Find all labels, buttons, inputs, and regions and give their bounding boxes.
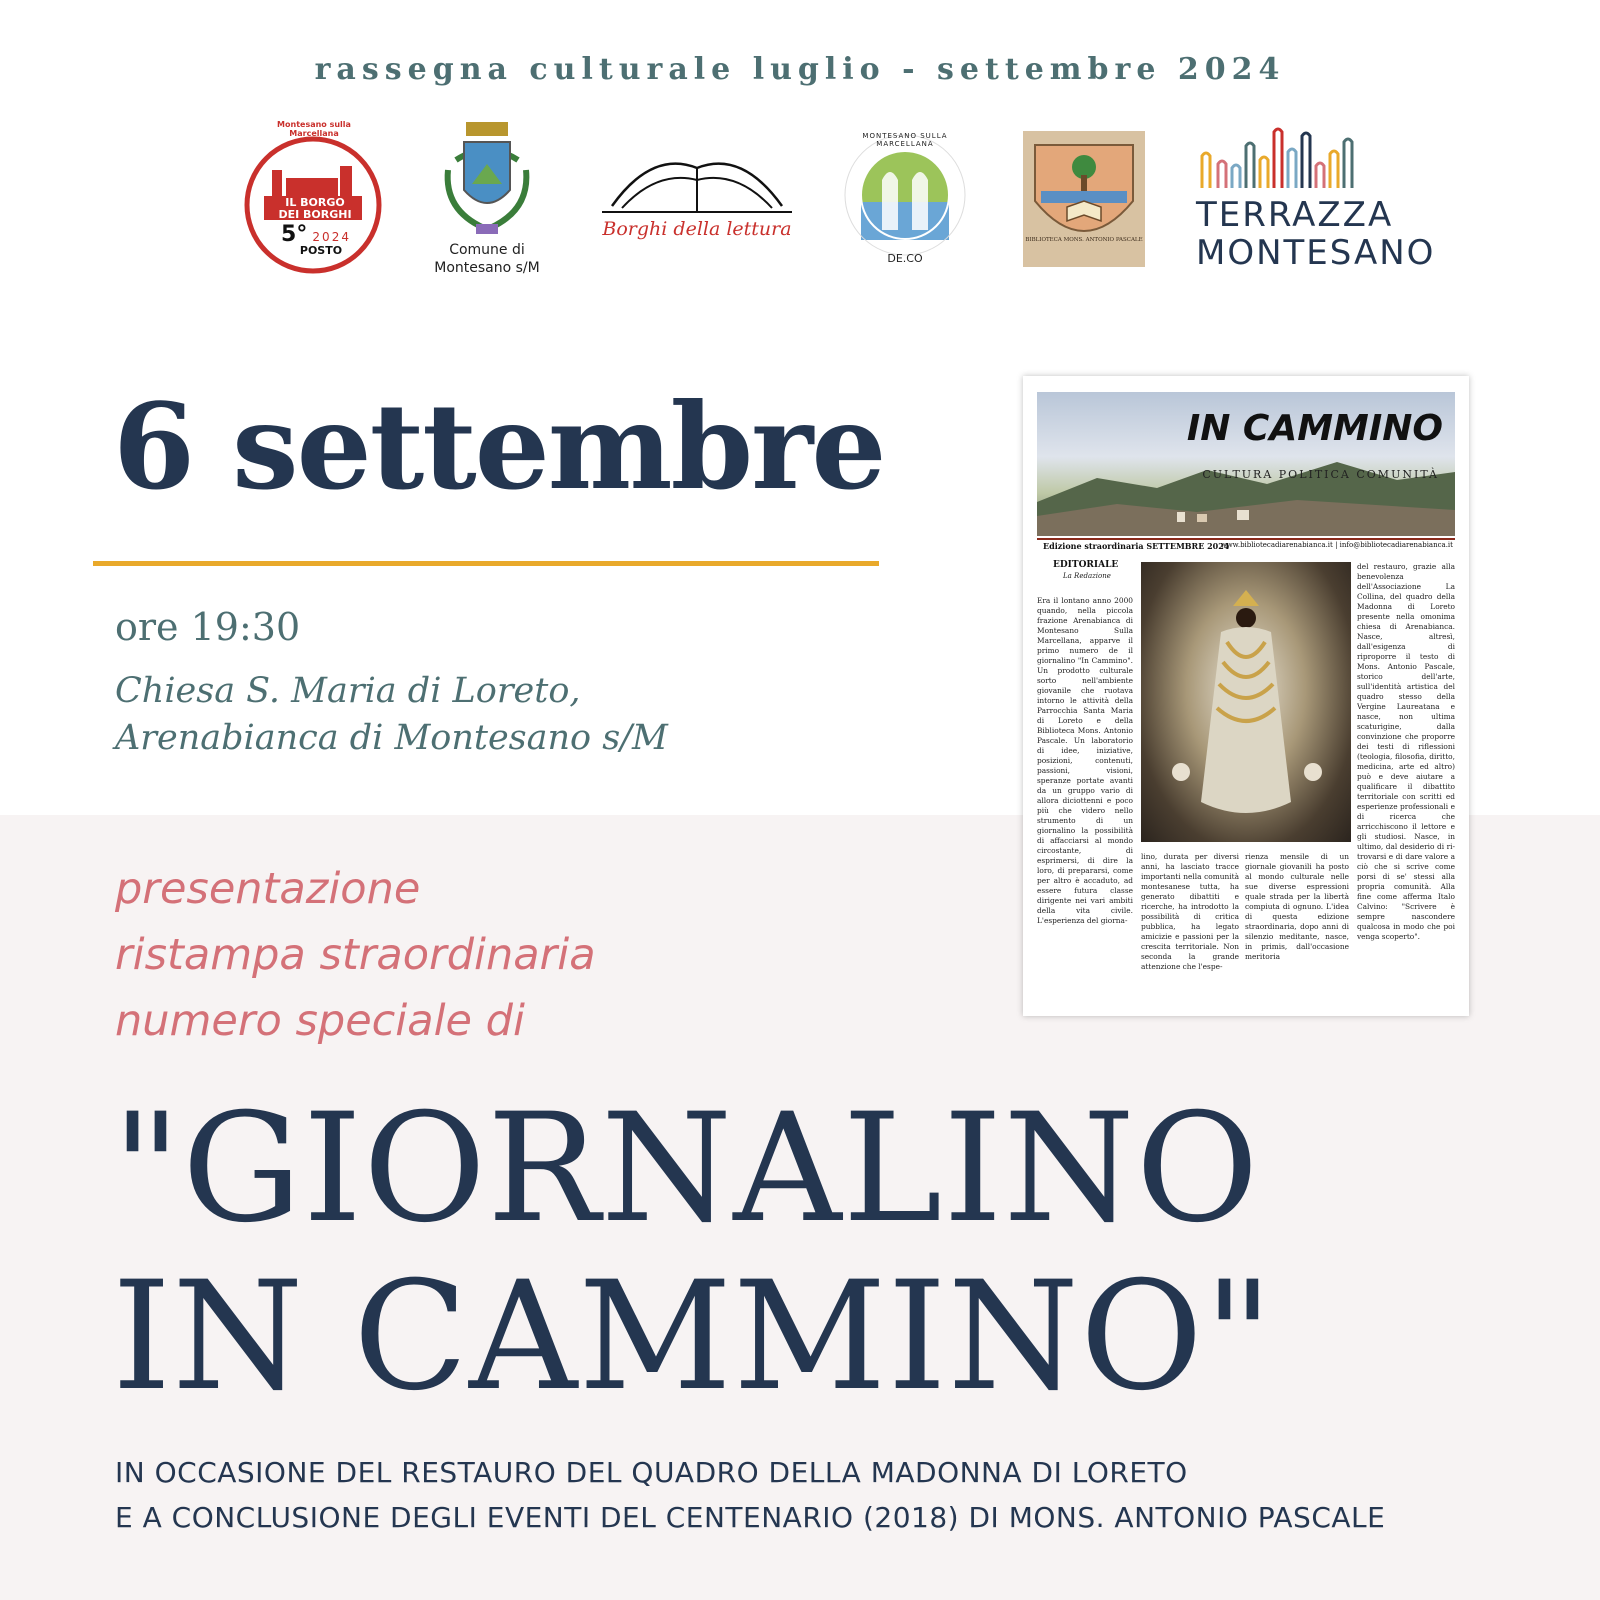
newspaper-section: EDITORIALE [1053, 560, 1119, 570]
presentation-line3: numero speciale di [115, 996, 525, 1046]
newspaper-subtitle: CULTURA POLITICA COMUNITÀ [1202, 468, 1439, 481]
venue-line2: Arenabianca di Montesano s/M [115, 718, 668, 758]
title-line1: "GIORNALINO [112, 1082, 1260, 1256]
occasion-text [115, 1450, 1385, 1540]
biblioteca-text: BIBLIOTECA MONS. ANTONIO PASCALE [1025, 237, 1143, 243]
title-line2: IN CAMMINO" [112, 1250, 1274, 1424]
occasion-line1: IN OCCASIONE DEL RESTAURO DEL QUADRO DELLA MADONNA DI LORETO [115, 1456, 1188, 1489]
madonna-painting-image [1141, 562, 1351, 842]
deco-logo [840, 130, 970, 265]
deco-bottom-text: DE.CO [887, 252, 923, 265]
event-venue [115, 668, 668, 762]
newspaper-column-2: lino, durata per diversi anni, ha lasciato tracce importanti nella comunità montesanese tutta, ha generato dibattiti e ricerche, ha introdotto la possibilità di critica pubblica, ha legato amicizie e passioni per la crescita territoriale. Non seconda la grande attenzione che l'espe- [1141, 852, 1239, 971]
open-book-icon [592, 140, 802, 220]
presentation-line2: ristampa straordinaria [115, 930, 596, 980]
newspaper-edition: Edizione straordinaria SETTEMBRE 2024 [1043, 541, 1230, 551]
borgo-dei-borghi-logo [242, 120, 384, 276]
library-crest-icon [1023, 131, 1145, 267]
borgo-line1: IL BORGO [285, 196, 345, 209]
event-time: ore 19:30 [115, 605, 301, 649]
terrazza-montesano-logo [1196, 124, 1436, 279]
newspaper-column-4: del restauro, grazie alla benevolenza dell'Associazione La Collina, del quadro della Madonna di Loreto presente nella omonima chiesa di Arenabianca. Nasce, altresì, dall'esigenza di riproporre il testo di Mons. Antonio Pascale, storico dell'arte, sull'identità artistica del quadro stesso della Vergine Laureatana e nasce, non ultima scaturigine, dalla convinzione che proporre dei testi di riflessioni (teologia, filosofia, diritto, medicina, arte ed altro) può e deve aiutare a qualificare il dibattito territoriale con scritti ed esperienze professionali e di ricerca che arricchiscono il lettore e gli studiosi. Nasce, in ultimo, dal desiderio di ri-trovarsi e di dare valore a ciò che si scrive come porsi di se' stessi alla propria comunità. Alla fine come afferma Italo Calvino: "Scrivere è sempre nascondere qualcosa in modo che poi venga scoperto". [1357, 562, 1455, 941]
borgo-posto: POSTO [299, 244, 343, 257]
newspaper-masthead [1037, 392, 1455, 536]
borgo-rank-number: 5° [281, 222, 308, 247]
borgo-line2: DEI BORGHI [278, 208, 352, 221]
comune-logo [424, 120, 550, 280]
presentation-line1: presentazione [115, 864, 421, 914]
borgo-ring-text: Montesano sulla Marcellana [277, 120, 351, 138]
terrazza-line2: MONTESANO [1196, 233, 1436, 273]
event-date: 6 settembre [113, 377, 885, 516]
biblioteca-logo [1023, 131, 1145, 267]
newspaper-contacts: www.bibliotecadiarenabianca.it | info@bibliotecadiarenabianca.it [1220, 541, 1453, 549]
newspaper-column-1: Era il lontano anno 2000 quando, nella piccola frazione Arenabianca di Montesano Sulla Marcellana, apparve il primo numero de il giornalino "In Cammino". Un prodotto culturale sorto nell'ambiente giovanile che ruotava intorno le attività della Parrocchia Santa Maria di Loreto e della Biblioteca Mons. Antonio Pascale. Un laboratorio di idee, iniziative, posizioni, contenuti, passioni, visioni, speranze portate avanti da un gruppo vario di allora diciottenni e poco più che videro nello strumento di un giornalino la possibilità di affacciarsi al mondo circostante, di esprimersi, di dire la loro, di prepararsi, come per altro è accaduto, ad essere futura classe dirigente nei vari ambiti della vita civile. L'esperienza del giorna- [1037, 596, 1133, 925]
main-title [112, 1082, 1274, 1424]
comune-line2: Montesano s/M [434, 260, 540, 276]
newspaper-title: IN CAMMINO [1186, 408, 1443, 449]
borgo-year: 2024 [312, 230, 351, 244]
terrazza-line1: TERRAZZA [1196, 195, 1394, 235]
deco-badge-icon [840, 130, 970, 265]
coat-of-arms-icon [424, 120, 550, 238]
deco-ring-text: MONTESANO SULLA MARCELLANA [862, 132, 948, 148]
newspaper-preview [1023, 376, 1469, 1016]
newspaper-byline: La Redazione [1063, 572, 1111, 580]
series-heading: rassegna culturale luglio - settembre 2024 [314, 52, 1286, 87]
comune-line1: Comune di [449, 242, 525, 258]
occasion-line2: E A CONCLUSIONE DEGLI EVENTI DEL CENTENARIO (2018) DI MONS. ANTONIO PASCALE [115, 1501, 1386, 1534]
skyline-icon [1196, 124, 1360, 192]
newspaper-edition-bar [1037, 538, 1455, 554]
borghi-text: Borghi della lettura [602, 218, 792, 240]
divider-rule [93, 561, 879, 566]
borghi-della-lettura-logo [592, 140, 802, 250]
madonna-figure-icon [1141, 562, 1351, 842]
newspaper-column-3: rienza mensile di un giornale giovanili ha posto al mondo culturale nelle sue diverse espressioni quale strada per la libertà compiuta di ognuno. L'idea di questa edizione straordinaria, dopo anni di silenzio meditante, nasce, in primis, dall'occasione meritoria [1245, 852, 1349, 961]
venue-line1: Chiesa S. Maria di Loreto, [115, 671, 581, 711]
presentation-block [115, 856, 596, 1054]
